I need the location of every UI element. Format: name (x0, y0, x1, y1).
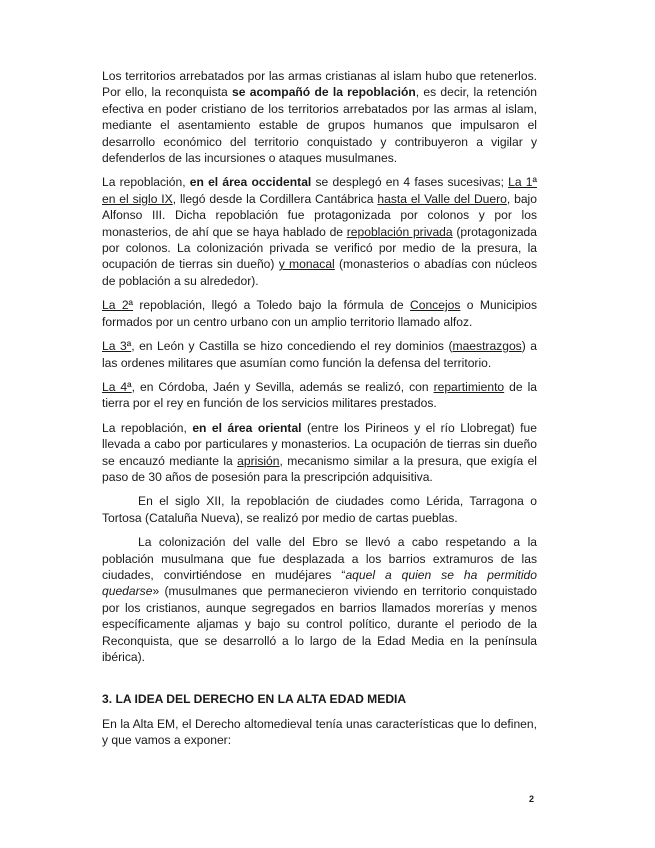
text-run: se acompañó de la repoblación (232, 85, 416, 100)
text-run: , bajo Alfonso III. Dicha repoblación fue protagonizada por colonos y por los monasterios, de ahí que se haya hablado de (102, 191, 537, 239)
text-run: La 3ª (102, 339, 132, 354)
text-run: , en León y Castilla se hizo concediendo el rey dominios ( (131, 339, 453, 354)
text-run: La 2ª (102, 298, 134, 313)
text-run: La 1ª en el siglo IX (102, 175, 538, 206)
text-run: » (musulmanes que permanecieron viviendo en territorio conquistado por los cristianos, aunque segregados en barrios llamados morerías y menos específicamente aljamas y bajo su control político, durante el periodo de la Reconquista, que se desarrolló a lo largo de la Edad Media en la península ibérica). (102, 584, 537, 664)
text-run: en el área occidental (189, 175, 312, 190)
text-run: , mecanismo similar a la presura, que exigía el paso de 30 años de posesión para la prescripción adquisitiva. (102, 453, 537, 484)
text-run: La colonización del valle del Ebro se llevó a cabo respetando a la población musulmana que fue desplazada a los barrios extramuros de las ciudades, convirtiéndose en mudéjares “ (102, 535, 537, 582)
text-run: (entre los Pirineos y el río Llobregat) fue llevada a cabo por particulares y monasterios. La ocupación de tierras sin dueño se encauzó mediante la (102, 420, 537, 468)
paragraph (102, 493, 537, 526)
text-run: , en Córdoba, Jaén y Sevilla, además se realizó, con (131, 379, 434, 394)
paragraph (102, 68, 537, 166)
text-run: Los territorios arrebatados por las armas cristianas al islam hubo que retenerlos. Por ello, la reconquista (102, 69, 537, 100)
text-run: de la tierra por el rey en función de los servicios militares prestados. (102, 379, 538, 411)
text-run: aquel a quien se ha permitido quedarse (102, 567, 538, 599)
text-run: repartimiento (433, 379, 505, 394)
document-page (102, 68, 537, 757)
text-run: en el área oriental (192, 420, 302, 435)
text-run: repoblación privada (346, 224, 453, 239)
text-run: , es decir, la retención efectiva en poder cristiano de los territorios arrebatados por las armas al islam, mediante el asentamiento estable de grupos humanos que impulsaron el desarrollo económico del territorio conquistado y contribuyeron a vigilar y defenderlos de las incursiones o ataques musulmanes. (102, 85, 537, 166)
section-heading: 3. LA IDEA DEL DERECHO EN LA ALTA EDAD MEDIA (102, 692, 407, 707)
body-text (102, 68, 537, 665)
text-run: La repoblación, (102, 420, 193, 435)
paragraph (102, 379, 537, 412)
text-run: se desplegó en 4 fases sucesivas; (311, 175, 509, 190)
text-run: ) a las ordenes militares que asumían como función la defensa del territorio. (102, 339, 538, 370)
text-run: La 4ª (102, 379, 132, 394)
text-run: , llegó desde la Cordillera Cantábrica (172, 191, 378, 206)
text-run: (monasterios o abadías con núcleos de población a su alrededor). (102, 257, 537, 288)
page-number: 2 (529, 794, 535, 804)
text-run: aprisión (237, 453, 280, 468)
text-run: En el siglo XII, la repoblación de ciudades como Lérida, Tarragona o Tortosa (Cataluña Nueva), se realizó por medio de cartas pueblas. (102, 494, 537, 525)
text-run: maestrazgos (452, 339, 522, 354)
text-run: hasta el Valle del Duero (377, 191, 507, 206)
paragraph (102, 420, 537, 486)
paragraph (102, 297, 537, 330)
text-run: repoblación, llegó a Toledo bajo la fórmula de (133, 298, 410, 313)
text-run: o Municipios formados por un centro urbano con un amplio territorio llamado alfoz. (102, 298, 537, 329)
text-run: La repoblación, (102, 175, 190, 190)
text-run: y monacal (278, 257, 335, 272)
text-run: Concejos (409, 298, 461, 313)
closing-paragraph: En la Alta EM, el Derecho altomedieval tenía unas características que lo definen, y que vamos a exponer: (102, 716, 537, 748)
paragraph (102, 338, 537, 371)
paragraph (102, 534, 537, 665)
paragraph (102, 174, 537, 289)
text-run: (protagonizada por colonos. La colonización privada se verificó por medio de la presura, la ocupación de tierras sin dueño) (102, 224, 538, 272)
